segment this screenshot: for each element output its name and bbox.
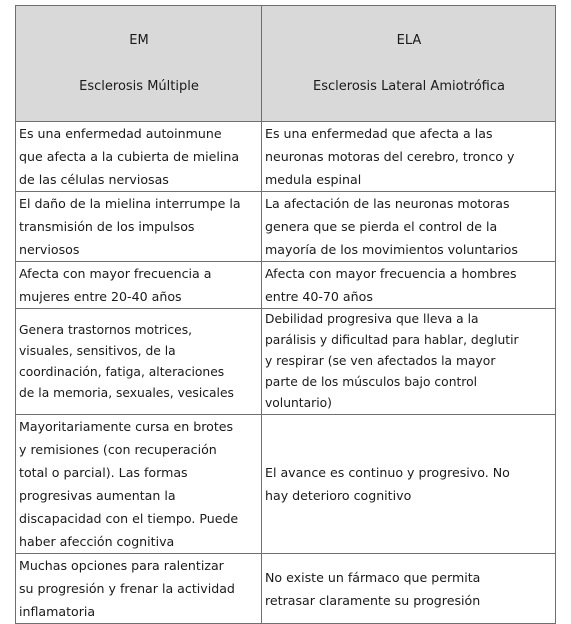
em-cell: Mayoritariamente cursa en brotes y remisiones (con recuperación total o parcial). Las formas progresivas aumentan la discapacidad con el tiempo. Puede haber afección cognitiva (16, 415, 262, 554)
header-ela-subtitle: Esclerosis Lateral Amiotrófica (313, 79, 505, 94)
table-row (16, 554, 556, 624)
table-row (16, 309, 556, 415)
ela-cell: Es una enfermedad que afecta a las neuronas motoras del cerebro, tronco y medula espinal (262, 122, 556, 192)
table-row (16, 262, 556, 309)
ela-cell: El avance es continuo y progresivo. No hay deterioro cognitivo (262, 415, 556, 554)
em-cell: Afecta con mayor frecuencia a mujeres entre 20-40 años (16, 262, 262, 309)
ela-cell: No existe un fármaco que permita retrasar claramente su progresión (262, 554, 556, 624)
header-em-title: EM (129, 33, 149, 48)
header-em-subtitle: Esclerosis Múltiple (79, 79, 199, 94)
table-header-row (16, 6, 556, 122)
table-row (16, 192, 556, 262)
comparison-table-container (15, 5, 555, 624)
em-cell: Genera trastornos motrices, visuales, sensitivos, de la coordinación, fatiga, alteraciones de la memoria, sexuales, vesicales (16, 309, 262, 415)
header-ela-title: ELA (396, 33, 422, 48)
em-cell: Muchas opciones para ralentizar su progresión y frenar la actividad inflamatoria (16, 554, 262, 624)
ela-cell: Afecta con mayor frecuencia a hombres entre 40-70 años (262, 262, 556, 309)
em-cell: Es una enfermedad autoinmune que afecta a la cubierta de mielina de las células nerviosas (16, 122, 262, 192)
comparison-table (15, 5, 556, 624)
ela-cell: La afectación de las neuronas motoras genera que se pierda el control de la mayoría de los movimientos voluntarios (262, 192, 556, 262)
header-ela (262, 6, 556, 122)
table-row (16, 415, 556, 554)
em-cell: El daño de la mielina interrumpe la transmisión de los impulsos nerviosos (16, 192, 262, 262)
header-em (16, 6, 262, 122)
ela-cell: Debilidad progresiva que lleva a la parálisis y dificultad para hablar, deglutir y respirar (se ven afectados la mayor parte de los músculos bajo control voluntario) (262, 309, 556, 415)
table-row (16, 122, 556, 192)
